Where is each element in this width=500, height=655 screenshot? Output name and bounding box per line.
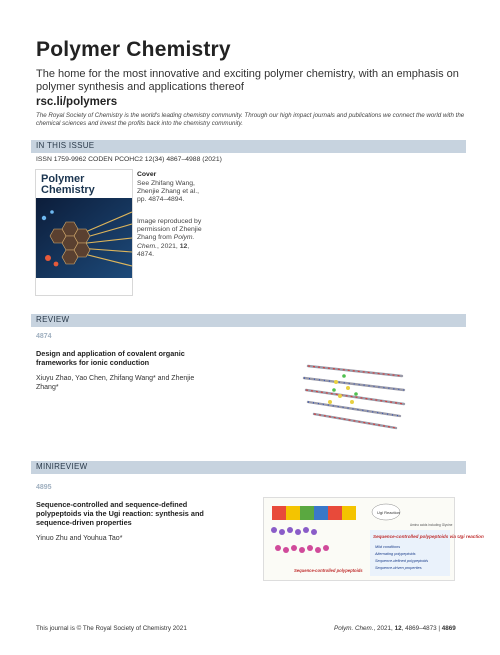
ugi-caption: Sequence-controlled polypeptoids	[294, 568, 363, 573]
footer-page-number: 4869	[441, 625, 456, 632]
cover-artwork	[36, 198, 132, 278]
section-bar-in-this-issue	[31, 140, 466, 153]
ugi-bullet: Sequence-defined polypeptoids	[375, 559, 429, 563]
footer-pages: , 4869–4873 |	[401, 625, 442, 632]
puzzle-red	[272, 506, 286, 520]
ugi-bullet: Mild conditions	[375, 545, 401, 549]
credit-text: Image reproduced by permission of Zhenjie Zhang from	[137, 218, 202, 242]
review-article-title[interactable]: Design and application of covalent organic frameworks for ionic conduction	[36, 349, 185, 367]
journal-url[interactable]: rsc.li/polymers	[36, 96, 118, 108]
cover-label: Cover	[137, 171, 157, 178]
journal-title: Polymer Chemistry	[36, 38, 231, 61]
cover-image[interactable]	[35, 169, 133, 296]
cof-graphic	[300, 346, 410, 441]
review-authors: Xiuyu Zhao, Yao Chen, Zhifang Wang* and Zhenjie Zhang*	[36, 375, 195, 391]
puzzle-green	[300, 506, 314, 520]
section-bar-review	[31, 314, 466, 327]
puzzle-yellow	[286, 506, 300, 520]
cover-reference: See Zhifang Wang, Zhenjie Zhang et al., pp. 4874–4894.	[137, 180, 199, 204]
ugi-reaction-label: Ugi Reaction	[377, 510, 400, 515]
footer-volume: 12	[394, 625, 402, 632]
puzzle-blue	[314, 506, 328, 520]
section-heading: REVIEW	[36, 315, 70, 324]
journal-tagline: The home for the most innovative and exciting polymer chemistry, with an emphasis on polymer synthesis and applications thereof	[36, 68, 459, 93]
ugi-headline: Sequence-controlled polypeptoids via Ugi reaction	[373, 534, 484, 539]
puzzle-yellow-2	[342, 506, 356, 520]
footer-year: , 2021,	[373, 625, 395, 632]
footer-citation	[334, 625, 456, 632]
footer-journal: Polym. Chem.	[334, 625, 374, 632]
cover-image-title: Polymer Chemistry	[41, 173, 95, 196]
review-page-number: 4874	[36, 333, 52, 340]
puzzle-red-2	[328, 506, 342, 520]
credit-volume: 12	[179, 242, 188, 250]
section-bar-minireview	[31, 461, 466, 474]
minireview-article-title[interactable]: Sequence-controlled and sequence-defined polypeptoids via the Ugi reaction: synthesis and sequence-driven properties	[36, 500, 204, 527]
credit-journal: Polym. Chem.	[137, 234, 195, 250]
credit-year: , 2021,	[157, 242, 180, 250]
ugi-bullet: Alternating polypeptoids	[375, 552, 416, 556]
section-heading: IN THIS ISSUE	[36, 141, 95, 150]
cover-footer-strip	[36, 280, 132, 295]
footer-copyright: This journal is © The Royal Society of Chemistry 2021	[36, 625, 187, 632]
section-heading: MINIREVIEW	[36, 462, 88, 471]
ugi-bullet: Sequence-driven properties	[375, 566, 422, 570]
ugi-side-label: Amino acids including Glycine	[410, 523, 453, 527]
cover-credit	[137, 218, 205, 259]
minireview-authors: Yinuo Zhu and Youhua Tao*	[36, 535, 123, 542]
minireview-page-number: 4895	[36, 484, 52, 491]
ugi-graphic	[263, 497, 484, 581]
rsc-blurb: The Royal Society of Chemistry is the world's leading chemistry community. Through our high impact journals and publications we connect the world with the chemical sciences and invest the profits back into the chemistry community.	[36, 112, 465, 127]
credit-page: , 4874.	[137, 242, 190, 258]
issn-line: ISSN 1759-9962 CODEN PCOHC2 12(34) 4867–4988 (2021)	[36, 156, 222, 163]
